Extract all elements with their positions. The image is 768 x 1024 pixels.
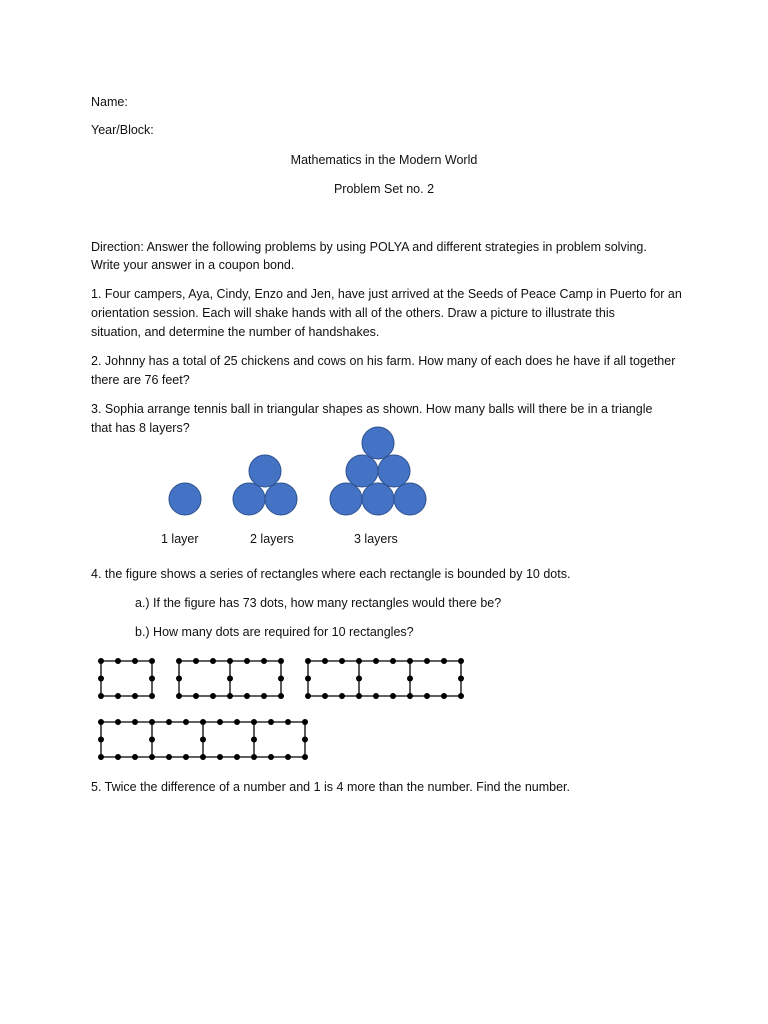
rectangle-dot	[149, 737, 155, 743]
rectangle-dot	[322, 693, 328, 699]
rectangle-dot	[149, 754, 155, 760]
rectangle-dot	[200, 754, 206, 760]
rectangle-dot	[183, 754, 189, 760]
rectangle-dot	[390, 658, 396, 664]
rectangle-dot	[251, 737, 257, 743]
rectangle-dot	[302, 737, 308, 743]
rectangle-dot	[176, 693, 182, 699]
course-title: Mathematics in the Modern World	[290, 153, 478, 167]
problem-3-line-2: that has 8 layers?	[91, 421, 190, 435]
direction-line-1: Direction: Answer the following problems by using POLYA and different strategies in problem solving.	[91, 240, 647, 254]
tennis-ball-1-layer-row0-ball0	[169, 483, 201, 515]
rectangle-dot	[278, 676, 284, 682]
problem-2-line-2: there are 76 feet?	[91, 373, 190, 387]
rectangle-dot	[98, 754, 104, 760]
problem-4-sub-a: a.) If the figure has 73 dots, how many rectangles would there be?	[135, 596, 502, 610]
rectangle-dot	[339, 693, 345, 699]
problem-2-line-1: 2. Johnny has a total of 25 chickens and cows on his farm. How many of each does he have if all together	[91, 354, 676, 368]
rectangle-dot	[200, 719, 206, 725]
rectangle-dot	[285, 719, 291, 725]
rectangle-series-1	[101, 661, 152, 696]
rectangle-dot	[458, 658, 464, 664]
rectangle-dot	[407, 693, 413, 699]
rectangle-dot	[227, 676, 233, 682]
rectangle-dot	[424, 658, 430, 664]
rectangle-dot	[217, 754, 223, 760]
rectangle-dot	[441, 658, 447, 664]
rectangle-dot	[132, 693, 138, 699]
problem-3-line-1: 3. Sophia arrange tennis ball in triangular shapes as shown. How many balls will there be in a triangle	[91, 402, 653, 416]
problem-1-line-3: situation, and determine the number of handshakes.	[91, 325, 380, 339]
rectangle-dot	[149, 676, 155, 682]
rectangle-dot	[149, 693, 155, 699]
rectangle-dot	[183, 719, 189, 725]
rectangle-dot	[302, 754, 308, 760]
rectangle-dot	[407, 658, 413, 664]
rectangle-series-2	[179, 661, 281, 696]
rectangle-dot	[356, 658, 362, 664]
problem-1-line-2: orientation session. Each will shake hands with all of the others. Draw a picture to illustrate this	[91, 306, 615, 320]
problem-set-title: Problem Set no. 2	[333, 182, 435, 196]
tennis-ball-3-layer-row2-ball1	[362, 483, 394, 515]
rectangle-dot	[98, 658, 104, 664]
rectangle-dot	[210, 693, 216, 699]
rectangle-dot	[115, 754, 121, 760]
rectangle-dot	[234, 754, 240, 760]
rectangle-dot	[193, 658, 199, 664]
problem-4-line-1: 4. the figure shows a series of rectangles where each rectangle is bounded by 10 dots.	[91, 567, 571, 581]
rectangle-dot	[261, 693, 267, 699]
rectangle-dot	[244, 658, 250, 664]
rectangle-dot	[227, 658, 233, 664]
rectangle-dot	[166, 719, 172, 725]
rectangle-dot	[132, 719, 138, 725]
rectangle-dot	[390, 693, 396, 699]
rectangle-dot	[132, 754, 138, 760]
rectangle-dot	[373, 693, 379, 699]
rectangle-dot	[458, 676, 464, 682]
rectangle-dot	[98, 676, 104, 682]
rectangle-dot	[193, 693, 199, 699]
label-2-layers: 2 layers	[250, 532, 294, 546]
direction-line-2: Write your answer in a coupon bond.	[91, 258, 295, 272]
rectangle-dot	[302, 719, 308, 725]
rectangle-dot	[176, 658, 182, 664]
problem-1-line-1: 1. Four campers, Aya, Cindy, Enzo and Jen, have just arrived at the Seeds of Peace Camp in Puerto for an	[91, 287, 682, 301]
rectangle-dot	[424, 693, 430, 699]
rectangle-dot	[268, 754, 274, 760]
rectangle-dot	[278, 693, 284, 699]
rectangle-dot	[98, 693, 104, 699]
rectangle-dot	[149, 719, 155, 725]
tennis-ball-2-layer-row1-ball0	[233, 483, 265, 515]
rectangle-dot	[339, 658, 345, 664]
tennis-ball-3-layer-row2-ball2	[394, 483, 426, 515]
rectangle-dot	[305, 693, 311, 699]
rectangle-dot	[278, 658, 284, 664]
rectangle-dot	[244, 693, 250, 699]
rectangle-dot	[176, 676, 182, 682]
tennis-ball-3-layer-row0-ball0	[362, 427, 394, 459]
rectangle-dot	[115, 719, 121, 725]
rectangle-dot	[305, 658, 311, 664]
rectangle-dot	[115, 693, 121, 699]
rectangle-dot	[441, 693, 447, 699]
rectangle-dot	[407, 676, 413, 682]
rectangle-dot	[210, 658, 216, 664]
rectangle-dot	[115, 658, 121, 664]
rectangle-dot	[261, 658, 267, 664]
rectangle-dot	[98, 719, 104, 725]
tennis-ball-2-layer-row1-ball1	[265, 483, 297, 515]
problem-5-line-1: 5. Twice the difference of a number and 1 is 4 more than the number. Find the number.	[91, 780, 570, 794]
rectangle-dot	[166, 754, 172, 760]
rectangle-dot	[268, 719, 274, 725]
label-1-layer: 1 layer	[161, 532, 199, 546]
rectangle-dot	[98, 737, 104, 743]
rectangle-dot	[227, 693, 233, 699]
rectangle-dot	[251, 754, 257, 760]
tennis-ball-3-layer-row2-ball0	[330, 483, 362, 515]
rectangle-dot	[305, 676, 311, 682]
problem-4-sub-b: b.) How many dots are required for 10 rectangles?	[135, 625, 414, 639]
rectangle-dot	[251, 719, 257, 725]
rectangle-dot	[149, 658, 155, 664]
rectangle-dot	[234, 719, 240, 725]
tennis-ball-3-layer-row1-ball0	[346, 455, 378, 487]
name-label: Name:	[91, 95, 128, 109]
rectangle-dot	[356, 676, 362, 682]
rectangle-dot	[322, 658, 328, 664]
rectangle-dot	[356, 693, 362, 699]
rectangle-dot	[285, 754, 291, 760]
tennis-ball-3-layer-row1-ball1	[378, 455, 410, 487]
rectangle-series-4	[101, 722, 305, 757]
label-3-layers: 3 layers	[354, 532, 398, 546]
rectangle-dot	[132, 658, 138, 664]
rectangle-dot	[373, 658, 379, 664]
rectangle-dot	[458, 693, 464, 699]
rectangle-series-3	[308, 661, 461, 696]
rectangle-dot	[217, 719, 223, 725]
year-block-label: Year/Block:	[91, 123, 154, 137]
rectangle-dot	[200, 737, 206, 743]
tennis-ball-2-layer-row0-ball0	[249, 455, 281, 487]
